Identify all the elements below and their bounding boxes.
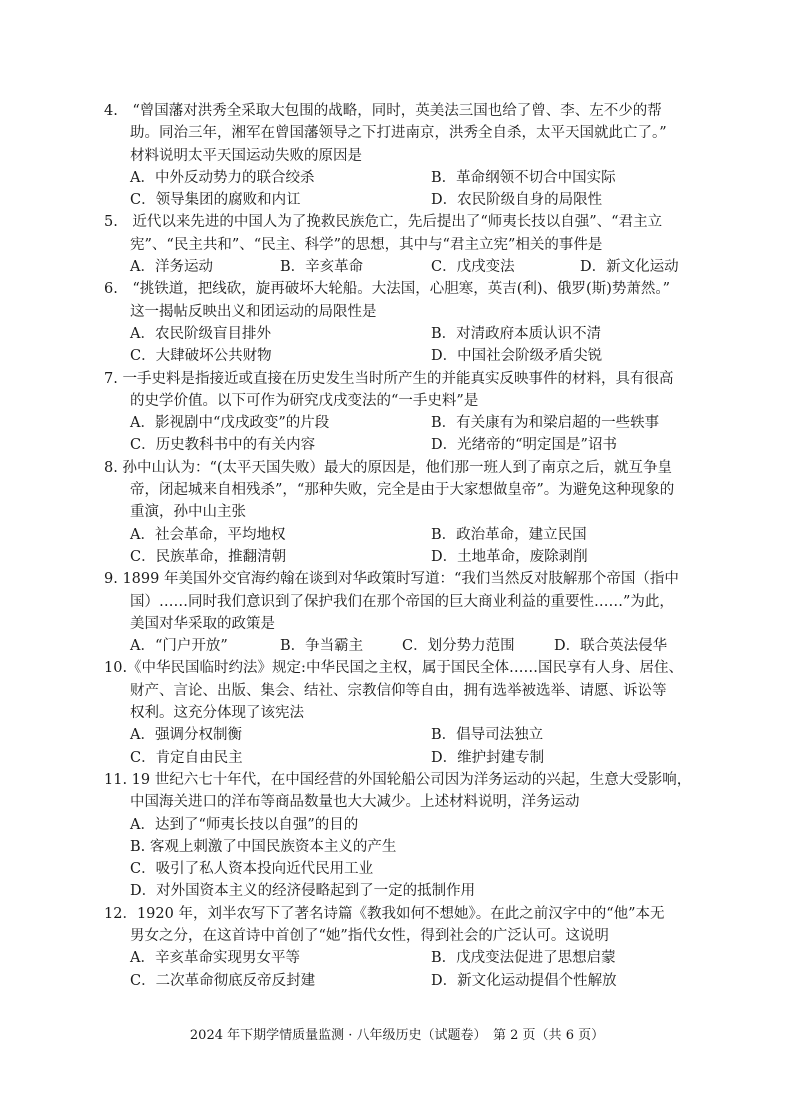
question-9: [104, 568, 704, 657]
question-text: 助。同治三年，湘军在曾国藩领导之下打进南京，洪秀全自杀，太平天国就此亡了。”: [130, 125, 667, 142]
option-a: A．辛亥革命实现男女平等: [130, 950, 300, 967]
option-b: B．戊戌变法促进了思想启蒙: [431, 950, 616, 967]
option-row: [104, 635, 704, 657]
question-text: 国）……同时我们意识到了保护我们在那个帝国的巨大商业利益的重要性……”为此，: [130, 593, 674, 610]
option-a: A．洋务运动: [130, 259, 213, 276]
option-b: B．对清政府本质认识不清: [431, 325, 602, 342]
question-text: 4. “曾国藩对洪秀全采取大包围的战略，同时，英美法三国也给了曾、李、左不少的帮: [104, 103, 662, 119]
option-b: B．辛亥革命: [280, 259, 364, 276]
option-b: B．政治革命，建立民国: [431, 526, 587, 543]
option-c: C．历史教科书中的有关内容: [130, 437, 316, 454]
question-text: 中国海关进口的洋布等商品数量也大大减少。上述材料说明，洋务运动: [130, 794, 580, 811]
option-d: D．中国社会阶级矛盾尖锐: [431, 348, 603, 365]
question-8: [104, 457, 704, 568]
option-d: D．光绪帝的“明定国是”诏书: [431, 437, 617, 454]
question-10: [104, 657, 704, 768]
option-a: A．达到了“师夷长技以自强”的目的: [130, 816, 359, 833]
question-text: 财产、言论、出版、集会、结社、宗教信仰等自由，拥有选举被选举、请愿、诉讼等: [130, 682, 667, 699]
option-row: [104, 323, 704, 345]
option-row: [104, 256, 704, 278]
option-a: A．中外反动势力的联合绞杀: [130, 169, 315, 186]
option-b: B．倡导司法独立: [431, 727, 544, 744]
option-c: C．民族革命，推翻清朝: [130, 548, 287, 565]
option-c: C．大肆破坏公共财物: [130, 348, 272, 365]
option-a: A．社会革命，平均地权: [130, 526, 286, 543]
question-list: [104, 100, 704, 992]
option-c: C．肯定自由民主: [130, 749, 243, 766]
question-7: [104, 368, 704, 457]
question-text: 材料说明太平天国运动失败的原因是: [130, 147, 362, 164]
question-5: [104, 211, 704, 278]
option-row: [104, 747, 704, 769]
option-row: [104, 434, 704, 456]
option-d: D．土地革命，废除剥削: [431, 548, 588, 565]
option-d: D．农民阶级自身的局限性: [431, 192, 603, 209]
question-text: 11. 19 世纪六七十年代，在中国经营的外国轮船公司因为洋务运动的兴起，生意大受影响，: [104, 771, 692, 788]
option-d: D．联合英法侵华: [554, 638, 668, 655]
page-footer: 2024 年下期学情质量监测 · 八年级历史（试题卷） 第 2 页（共 6 页）: [189, 1028, 605, 1043]
question-text: 9. 1899 年美国外交官海约翰在谈到对华政策时写道：“我们当然反对肢解那个帝国（指中: [104, 571, 679, 588]
question-text: 10.《中华民国临时约法》规定:中华民国之主权，属于国民全体……国民享有人身、居住、: [104, 660, 683, 677]
option-c: C．划分势力范围: [402, 638, 515, 655]
question-4: [104, 100, 704, 211]
option-row: [104, 724, 704, 746]
question-text: 美国对华采取的政策是: [130, 615, 275, 632]
option-row: [104, 524, 704, 546]
option-c: C．戊戌变法: [431, 259, 515, 276]
option-b: B．革命纲领不切合中国实际: [431, 169, 616, 186]
question-text: 帝，闭起城来自相残杀”，“那种失败，完全是由于大家想做皇帝”。为避免这种现象的: [130, 482, 675, 499]
question-text: 12．1920 年，刘半农写下了著名诗篇《教我如何不想她》。在此之前汉字中的“他”本无: [104, 905, 665, 922]
question-text: 的史学价值。以下可作为研究戊戌变法的“一手史料”是: [130, 392, 479, 409]
option-a: A．影视剧中“戊戌政变”的片段: [130, 415, 330, 432]
option-row: [104, 970, 704, 992]
option-a: A．农民阶级盲目排外: [130, 325, 271, 342]
question-text: 6. “挑铁道，把线砍，旋再破坏大轮船。大法国，心胆寒，英吉(利)、俄罗(斯)势萧然。”: [104, 281, 671, 298]
question-text: 8. 孙中山认为：“(太平天国失败）最大的原因是，他们那一班人到了南京之后，就互争皇: [104, 459, 673, 476]
option-c: C．吸引了私人资本投向近代民用工业: [130, 861, 374, 878]
question-text: 重演，孙中山主张: [130, 504, 246, 521]
option-c: C．领导集团的腐败和内讧: [130, 192, 301, 209]
option-d: D．对外国资本主义的经济侵略起到了一定的抵制作用: [130, 883, 476, 900]
option-b: B．有关康有为和梁启超的一些轶事: [431, 415, 660, 432]
question-text: 男女之分，在这首诗中首创了“她”指代女性，得到社会的广泛认可。这说明: [130, 927, 609, 944]
question-6: [104, 278, 704, 367]
question-text: 权利。这充分体现了该宪法: [130, 705, 304, 722]
option-c: C．二次革命彻底反帝反封建: [130, 972, 316, 989]
question-text: 宪”、“民主共和”、“民主、科学”的思想，其中与“君主立宪”相关的事件是: [130, 236, 603, 253]
question-11: [104, 769, 704, 903]
option-a: A．强调分权制衡: [130, 727, 242, 744]
option-row: [104, 947, 704, 969]
question-text: 5. 近代以来先进的中国人为了挽救民族危亡，先后提出了“师夷长技以自强”、“君主立: [104, 214, 663, 231]
question-text: 7. 一手史料是指接近或直接在历史发生当时所产生的并能真实反映事件的材料，具有很高: [104, 370, 674, 387]
option-row: [104, 412, 704, 434]
option-row: [104, 546, 704, 568]
option-row: [104, 167, 704, 189]
option-b: B. 客观上刺激了中国民族资本主义的产生: [130, 838, 397, 855]
question-text: 这一揭帖反映出义和团运动的局限性是: [130, 303, 377, 320]
option-a: A．“门户开放”: [130, 638, 228, 655]
option-d: D．新文化运动提倡个性解放: [431, 972, 617, 989]
option-d: D．维护封建专制: [431, 749, 545, 766]
option-d: D．新文化运动: [580, 259, 679, 276]
option-row: [104, 345, 704, 367]
question-12: [104, 903, 704, 992]
option-b: B．争当霸主: [280, 638, 364, 655]
option-row: [104, 189, 704, 211]
